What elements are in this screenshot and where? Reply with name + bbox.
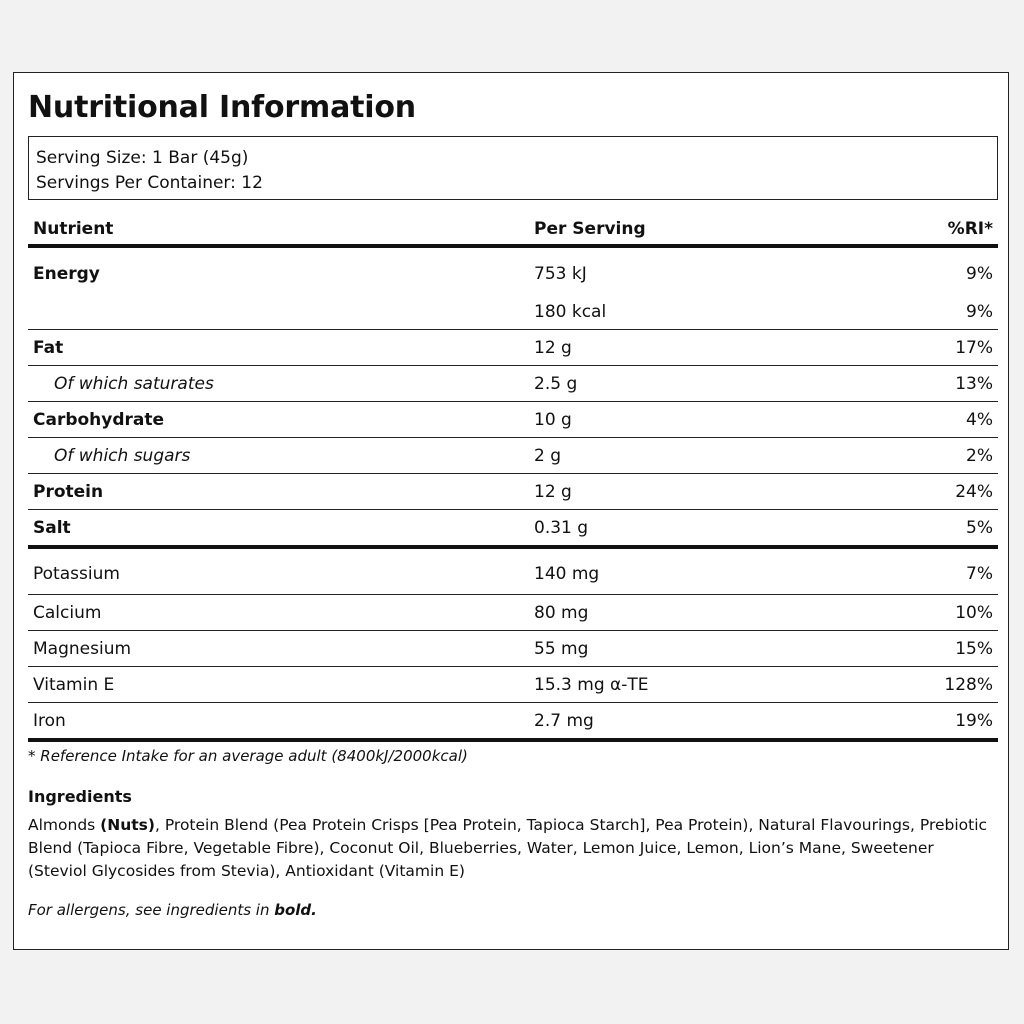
ingredients-rest: , Protein Blend (Pea Protein Crisps [Pea Protein, Tapioca Starch], Pea Protein), Natural Flavourings, Prebiotic Blend (Tapioca Fibre, Vegetable Fibre), Coconut Oil, Blueberries, Water, Lemon Juice, Lemon, Lion’s Mane, Sweetener (Steviol Glycosides from Stevia), Antioxidant (Vitamin E)	[28, 816, 988, 880]
table-row-iron	[28, 703, 998, 741]
cell-per-serving: 15.3 mg α-TE	[529, 667, 919, 703]
cell-ri: 9%	[919, 294, 998, 330]
header-ri: %RI*	[919, 213, 998, 246]
ingredients-heading: Ingredients	[28, 787, 132, 806]
cell-nutrient: Potassium	[28, 547, 529, 595]
table-row-potassium	[28, 547, 998, 595]
table-row-salt	[28, 510, 998, 548]
cell-ri: 13%	[919, 366, 998, 402]
cell-per-serving: 2 g	[529, 438, 919, 474]
label-title: Nutritional Information	[28, 90, 416, 125]
cell-ri: 7%	[919, 547, 998, 595]
cell-per-serving: 2.5 g	[529, 366, 919, 402]
table-row-sugars	[28, 438, 998, 474]
allergen-note-bold: bold.	[274, 901, 317, 919]
nutrition-table	[28, 213, 998, 742]
allergen-note	[28, 901, 317, 919]
cell-ri: 2%	[919, 438, 998, 474]
table-row-vitamin-e	[28, 667, 998, 703]
allergen-nuts: (Nuts)	[100, 816, 155, 834]
allergen-note-prefix: For allergens, see ingredients in	[28, 901, 275, 919]
cell-per-serving: 12 g	[529, 474, 919, 510]
table-row-magnesium	[28, 631, 998, 667]
cell-ri: 5%	[919, 510, 998, 548]
cell-per-serving: 140 mg	[529, 547, 919, 595]
table-header-row	[28, 213, 998, 246]
cell-nutrient: Of which sugars	[28, 438, 529, 474]
cell-ri: 128%	[919, 667, 998, 703]
cell-per-serving: 12 g	[529, 330, 919, 366]
cell-nutrient: Of which saturates	[28, 366, 529, 402]
cell-ri: 17%	[919, 330, 998, 366]
cell-per-serving: 10 g	[529, 402, 919, 438]
serving-info-box	[28, 136, 998, 200]
cell-nutrient	[28, 294, 529, 330]
cell-nutrient: Energy	[33, 264, 100, 284]
cell-nutrient: Protein	[28, 474, 529, 510]
header-nutrient: Nutrient	[28, 213, 529, 246]
table-row-protein	[28, 474, 998, 510]
cell-per-serving: 180 kcal	[529, 294, 919, 330]
table-row-energy-kj	[28, 246, 998, 294]
cell-per-serving: 0.31 g	[529, 510, 919, 548]
header-per-serving: Per Serving	[529, 213, 919, 246]
servings-per-container: Servings Per Container: 12	[36, 173, 263, 193]
table-row-energy-kcal	[28, 294, 998, 330]
ingredient-first: Almonds	[28, 816, 96, 834]
ingredients-text	[28, 814, 996, 883]
table-row-calcium	[28, 595, 998, 631]
ri-footnote: * Reference Intake for an average adult (8400kJ/2000kcal)	[28, 747, 468, 765]
cell-nutrient: Fat	[28, 330, 529, 366]
cell-per-serving: 2.7 mg	[529, 703, 919, 741]
table-row-fat	[28, 330, 998, 366]
cell-per-serving: 55 mg	[529, 631, 919, 667]
cell-nutrient: Salt	[28, 510, 529, 548]
table-row-carbohydrate	[28, 402, 998, 438]
nutrition-label	[13, 72, 1009, 950]
cell-nutrient: Calcium	[28, 595, 529, 631]
cell-ri: 19%	[919, 703, 998, 741]
cell-nutrient: Iron	[28, 703, 529, 741]
cell-ri: 15%	[919, 631, 998, 667]
cell-ri: 4%	[919, 402, 998, 438]
cell-ri: 9%	[966, 264, 993, 284]
cell-ri: 24%	[919, 474, 998, 510]
table-row-saturates	[28, 366, 998, 402]
cell-nutrient: Vitamin E	[28, 667, 529, 703]
cell-per-serving: 753 kJ	[534, 264, 587, 284]
cell-ri: 10%	[919, 595, 998, 631]
cell-nutrient: Magnesium	[28, 631, 529, 667]
serving-size: Serving Size: 1 Bar (45g)	[36, 148, 249, 168]
cell-nutrient: Carbohydrate	[28, 402, 529, 438]
cell-per-serving: 80 mg	[529, 595, 919, 631]
